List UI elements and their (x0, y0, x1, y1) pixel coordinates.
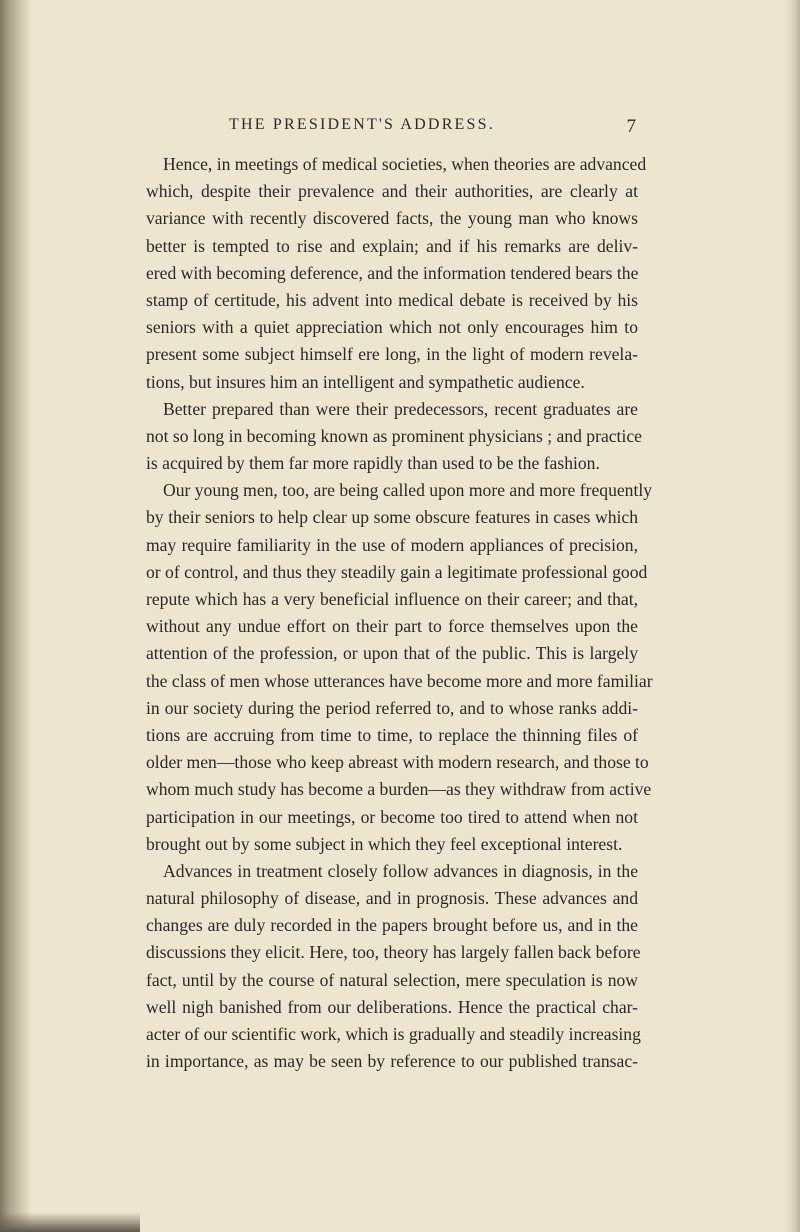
page-gutter-shadow (0, 0, 32, 1232)
text-line: natural philosophy of disease, and in prognosis. These advances and (146, 888, 638, 909)
text-line: tions are accruing from time to time, to replace the thinning files of (146, 724, 638, 745)
text-line: may require familiarity in the use of modern appliances of precision, (146, 534, 638, 555)
text-line: is acquired by them far more rapidly than used to be the fashion. (146, 453, 600, 474)
page-number: 7 (626, 116, 636, 137)
text-line: well nigh banished from our deliberations. Hence the practical char- (146, 996, 638, 1017)
text-line: seniors with a quiet appreciation which not only encourages him to (146, 317, 638, 338)
text-line: Our young men, too, are being called upon more and more frequently (163, 480, 653, 501)
text-line: or of control, and thus they steadily gain a legitimate professional good (146, 561, 648, 582)
text-line: better is tempted to rise and explain; and if his remarks are deliv- (146, 235, 638, 256)
text-line: Better prepared than were their predecessors, recent graduates are (163, 398, 638, 419)
text-line: fact, until by the course of natural selection, mere speculation is now (146, 969, 638, 990)
text-line: in our society during the period referred to, and to whose ranks addi- (146, 697, 638, 718)
text-line: attention of the profession, or upon that of the public. This is largely (146, 643, 638, 664)
text-line: older men—those who keep abreast with modern research, and those to (146, 752, 649, 773)
text-line: participation in our meetings, or become too tired to attend when not (146, 806, 638, 827)
text-line: stamp of certitude, his advent into medical debate is received by his (146, 289, 638, 310)
text-line: Advances in treatment closely follow advances in diagnosis, in the (163, 860, 638, 881)
text-line: which, despite their prevalence and their authorities, are clearly at (146, 181, 638, 202)
text-line: by their seniors to help clear up some obscure features in cases which (146, 507, 638, 528)
running-head: THE PRESIDENT'S ADDRESS. (229, 116, 495, 133)
text-line: brought out by some subject in which they feel exceptional interest. (146, 833, 623, 854)
text-line: ered with becoming deference, and the information tendered bears the (146, 262, 639, 283)
page-edge-right (784, 0, 800, 1232)
text-line: tions, but insures him an intelligent and sympathetic audience. (146, 371, 585, 392)
text-line: not so long in becoming known as prominent physicians ; and practice (146, 425, 642, 446)
text-line: variance with recently discovered facts, the young man who knows (146, 208, 638, 229)
bottom-corner-shadow (0, 1212, 140, 1232)
text-line: in importance, as may be seen by reference to our published transac- (146, 1051, 638, 1072)
page-header (229, 116, 636, 140)
text-line: repute which has a very beneficial influence on their career; and that, (146, 589, 638, 609)
text-line: discussions they elicit. Here, too, theory has largely fallen back before (146, 942, 641, 963)
text-line: whom much study has become a burden—as they withdraw from active (146, 779, 652, 800)
text-line: present some subject himself ere long, in the light of modern revela- (146, 344, 638, 365)
text-line: Hence, in meetings of medical societies, when theories are advanced (163, 154, 647, 174)
text-line: acter of our scientific work, which is gradually and steadily increasing (146, 1024, 641, 1044)
body-text (146, 151, 653, 1075)
text-line: the class of men whose utterances have become more and more familiar (146, 670, 653, 691)
text-line: without any undue effort on their part to force themselves upon the (146, 616, 638, 637)
text-line: changes are duly recorded in the papers brought before us, and in the (146, 915, 638, 936)
